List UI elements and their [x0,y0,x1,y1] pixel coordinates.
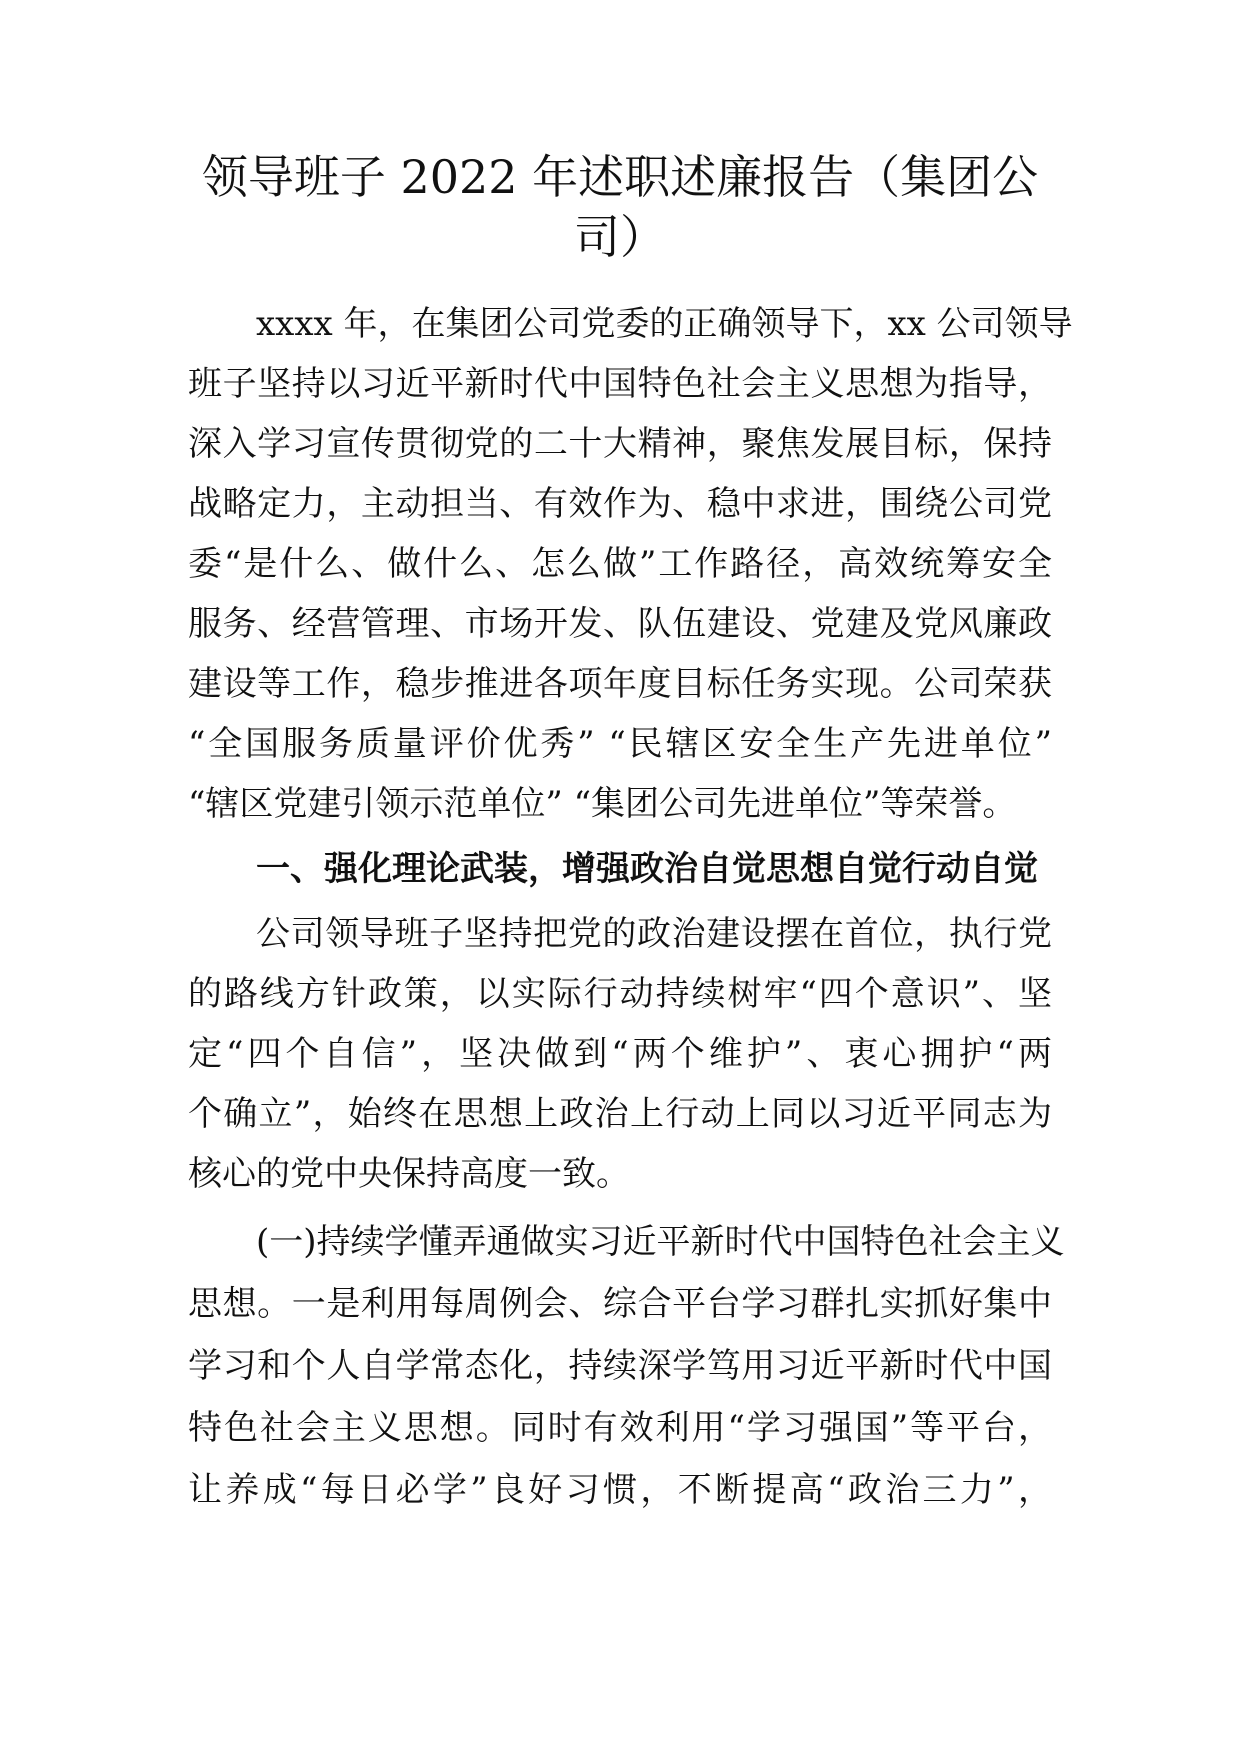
subsection-line-1: (一)持续学懂弄通做实习近平新时代中国特色社会主义 [256,1222,1065,1262]
body-line-14: 个确立”，始终在思想上政治上行动上同以习近平同志为 [188,1094,1052,1134]
body-line-3: 深入学习宣传贯彻党的二十大精神，聚焦发展目标，保持 [188,424,1052,464]
body-line-8: “全国服务质量评价优秀” “民辖区安全生产先进单位” [188,724,1052,764]
body-line-15: 核心的党中央保持高度一致。 [188,1154,630,1194]
body-line-2: 班子坚持以习近平新时代中国特色社会主义思想为指导， [188,364,1052,404]
body-line-1: xxxx 年，在集团公司党委的正确领导下，xx 公司领导 [256,304,1073,344]
section-heading-1: 一、强化理论武装，增强政治自觉思想自觉行动自觉 [256,849,1038,889]
body-line-13: 定“四个自信”，坚决做到“两个维护”、衷心拥护“两 [188,1034,1052,1074]
body-line-11: 公司领导班子坚持把党的政治建设摆在首位，执行党 [256,914,1052,954]
body-line-6: 服务、经营管理、市场开发、队伍建设、党建及党风廉政 [188,604,1052,644]
body-line-5: 委“是什么、做什么、怎么做”工作路径，高效统筹安全 [188,544,1052,584]
body-line-4: 战略定力，主动担当、有效作为、稳中求进，围绕公司党 [188,484,1052,524]
body-line-17: 思想。一是利用每周例会、综合平台学习群扎实抓好集中 [188,1284,1052,1324]
body-line-20: 让养成“每日必学”良好习惯，不断提高“政治三力”， [188,1470,1052,1510]
document-title-line-1: 领导班子 2022 年述职述廉报告（集团公 [201,150,1039,204]
body-line-19: 特色社会主义思想。同时有效利用“学习强国”等平台， [188,1408,1052,1448]
body-line-7: 建设等工作，稳步推进各项年度目标任务实现。公司荣获 [188,664,1052,704]
document-title-line-2: 司） [574,210,666,264]
body-line-12: 的路线方针政策，以实际行动持续树牢“四个意识”、坚 [188,974,1052,1014]
body-line-18: 学习和个人自学常态化，持续深学笃用习近平新时代中国 [188,1346,1052,1386]
body-line-9: “辖区党建引领示范单位” “集团公司先进单位”等荣誉。 [188,784,1017,824]
